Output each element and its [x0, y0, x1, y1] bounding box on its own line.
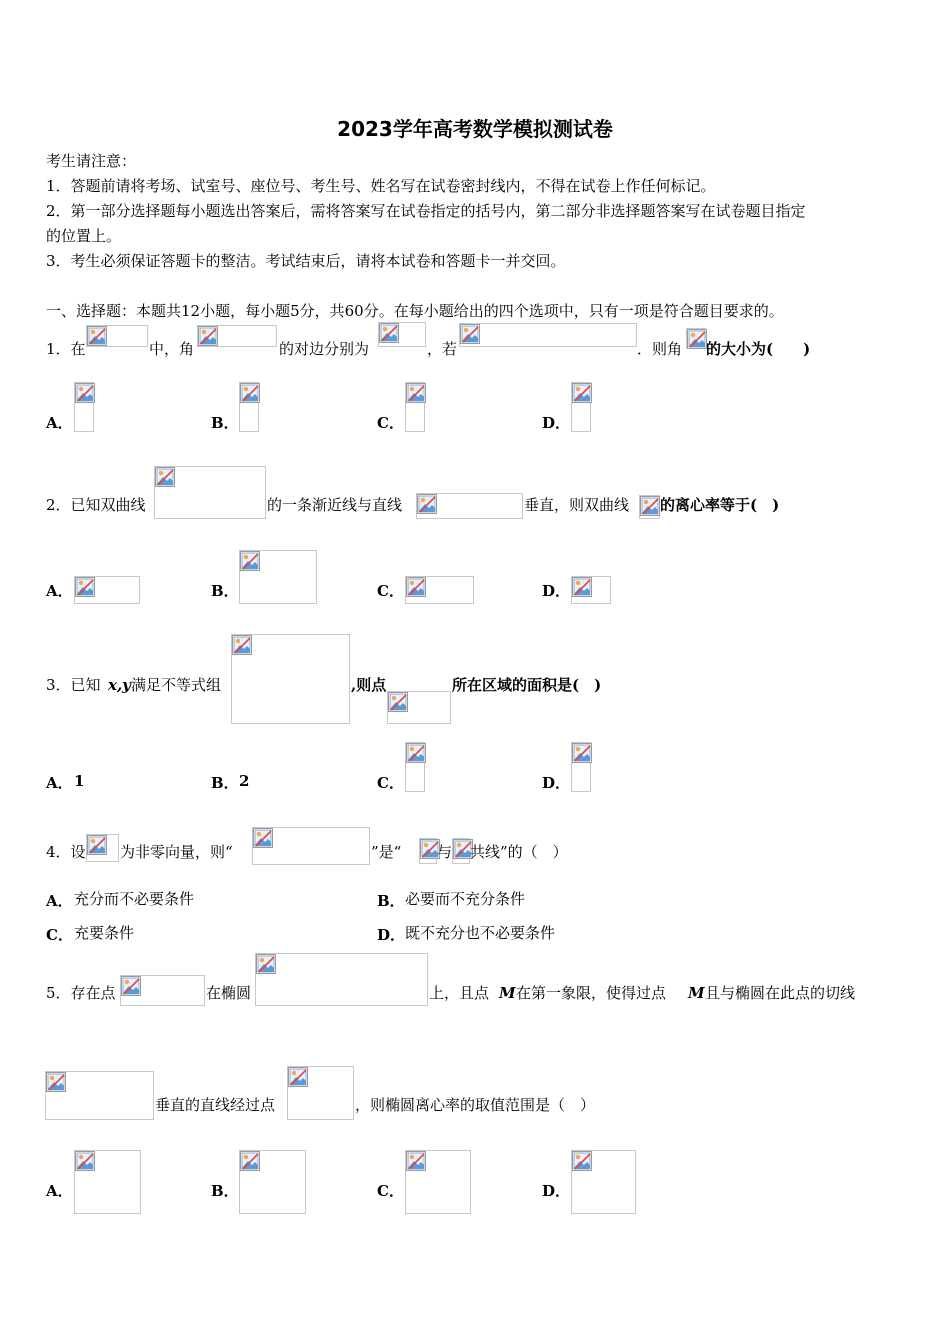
q2-text: 2．已知双曲线	[46, 496, 146, 514]
option-label: A．	[46, 892, 73, 910]
page-title: 2023学年高考数学模拟测试卷	[337, 117, 613, 141]
q2-text: 的一条渐近线与直线	[267, 496, 403, 514]
q5-text: ，则椭圆离心率的取值范围是（ ）	[355, 1096, 596, 1114]
q5-text: 在椭圆	[206, 984, 252, 1002]
broken-image-icon	[405, 576, 474, 604]
option-b-text: 必要而不充分条件	[405, 890, 526, 908]
option-label: D．	[542, 1182, 571, 1200]
q3-text: 满足不等式组	[131, 676, 222, 694]
q5-text: 5．存在点	[46, 984, 116, 1002]
q3-text: 所在区域的面积是( )	[452, 676, 602, 694]
q1-text: 中，角	[149, 340, 195, 358]
broken-image-icon	[239, 382, 259, 432]
broken-image-icon	[287, 1066, 354, 1120]
q5-text: 在第一象限，使得过点	[516, 984, 667, 1002]
broken-image-icon	[416, 493, 523, 519]
q5-text: 上，且点	[429, 984, 490, 1002]
broken-image-icon	[74, 382, 94, 432]
broken-image-icon	[405, 742, 425, 792]
option-label: B．	[211, 774, 239, 792]
notice-item: 的位置上。	[46, 227, 122, 245]
broken-image-icon	[405, 382, 425, 432]
broken-image-icon	[74, 576, 140, 604]
broken-image-icon	[387, 691, 451, 724]
broken-image-icon	[571, 382, 591, 432]
q3-text: ,则点	[351, 676, 387, 694]
broken-image-icon	[405, 1150, 471, 1214]
q4-text: 为非零向量，则“	[120, 843, 233, 861]
broken-image-icon	[459, 323, 637, 347]
broken-image-icon	[571, 1150, 636, 1214]
broken-image-icon	[419, 838, 437, 864]
broken-image-icon	[571, 742, 591, 792]
option-d-text: 既不充分也不必要条件	[405, 924, 556, 942]
option-label: D．	[542, 582, 571, 600]
q4-text: 共线”的（ ）	[470, 843, 568, 861]
option-label: C．	[377, 582, 404, 600]
q1-text: ．则角	[637, 340, 683, 358]
option-label: B．	[211, 414, 239, 432]
q2-text: 垂直，则双曲线	[524, 496, 630, 514]
option-label: C．	[377, 774, 404, 792]
broken-image-icon	[239, 1150, 306, 1214]
q5-point-m: M	[499, 984, 516, 1002]
q3-text: 3．已知	[46, 676, 101, 694]
option-label: C．	[46, 926, 73, 944]
broken-image-icon	[231, 634, 350, 724]
option-label: C．	[377, 1182, 404, 1200]
broken-image-icon	[197, 325, 277, 347]
broken-image-icon	[255, 953, 428, 1006]
q5-text: 且与椭圆在此点的切线	[705, 984, 856, 1002]
broken-image-icon	[86, 325, 148, 347]
section-heading: 一、选择题：本题共12小题，每小题5分，共60分。在每小题给出的四个选项中，只有一项是符合题目要求的。	[46, 302, 784, 320]
option-a-text: 充分而不必要条件	[74, 890, 195, 908]
q4-text: ”是“	[371, 843, 402, 861]
q5-text: 垂直的直线经过点	[155, 1096, 276, 1114]
broken-image-icon	[86, 834, 119, 862]
broken-image-icon	[686, 328, 706, 348]
option-label: B．	[211, 1182, 239, 1200]
broken-image-icon	[74, 1150, 141, 1214]
option-label: A．	[46, 1182, 73, 1200]
option-c-text: 充要条件	[74, 924, 135, 942]
notice-item: 3．考生必须保证答题卡的整洁。考试结束后，请将本试卷和答题卡一并交回。	[46, 252, 566, 270]
broken-image-icon	[639, 495, 660, 519]
q1-text: ，若	[427, 340, 458, 358]
option-b-value: 2	[239, 772, 250, 790]
option-label: B．	[211, 582, 239, 600]
q4-text: 4．设	[46, 843, 86, 861]
q3-variables: x,y	[108, 676, 131, 694]
notice-heading: 考生请注意：	[46, 152, 137, 170]
broken-image-icon	[571, 576, 611, 604]
option-label: A．	[46, 582, 73, 600]
option-a-value: 1	[74, 772, 85, 790]
option-label: D．	[542, 414, 571, 432]
q1-text: 的对边分别为	[279, 340, 370, 358]
broken-image-icon	[239, 550, 317, 604]
q5-point-m: M	[688, 984, 705, 1002]
notice-item: 2．第一部分选择题每小题选出答案后，需将答案写在试卷指定的括号内，第二部分非选择题答案写在试卷题目指定	[46, 202, 806, 220]
option-label: A．	[46, 774, 73, 792]
q1-text: 1．在	[46, 340, 86, 358]
notice-item: 1．答题前请将考场、试室号、座位号、考生号、姓名写在试卷密封线内，不得在试卷上作任何标记。	[46, 177, 716, 195]
option-label: D．	[542, 774, 571, 792]
option-label: C．	[377, 414, 404, 432]
option-label: D．	[377, 926, 406, 944]
q1-text: 的大小为( )	[706, 340, 811, 358]
option-label: B．	[377, 892, 405, 910]
broken-image-icon	[45, 1071, 154, 1120]
broken-image-icon	[154, 466, 266, 519]
option-label: A．	[46, 414, 73, 432]
q4-text: 与	[437, 843, 453, 861]
q2-text: 的离心率等于( )	[660, 496, 780, 514]
broken-image-icon	[378, 322, 426, 347]
broken-image-icon	[120, 975, 205, 1006]
broken-image-icon	[252, 827, 370, 865]
broken-image-icon	[452, 838, 470, 864]
